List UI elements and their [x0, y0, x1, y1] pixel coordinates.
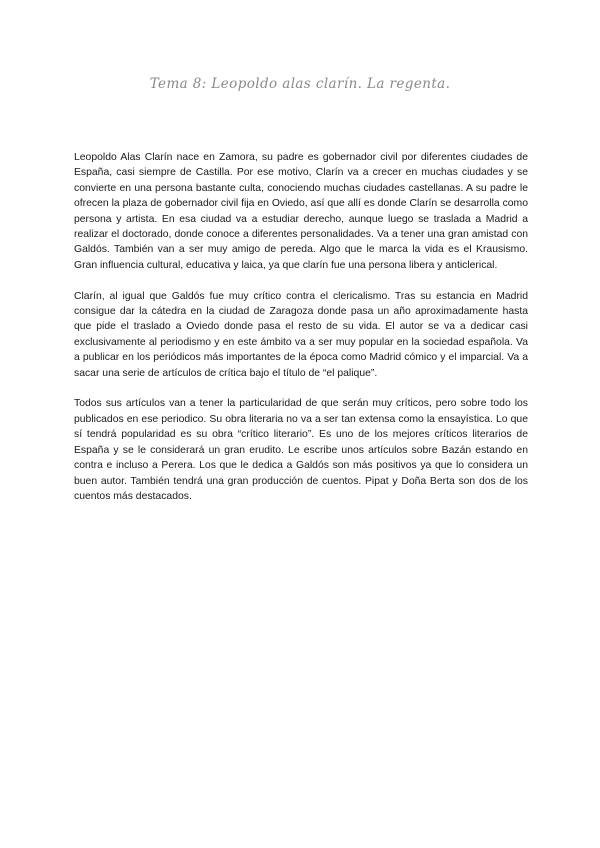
- paragraph-1: Leopoldo Alas Clarín nace en Zamora, su padre es gobernador civil por diferentes ciudades de España, casi siempre de Castilla. Por ese motivo, Clarín va a crecer en muchas ciudades y se convierte en una persona bastante culta, conociendo muchas ciudades castellanas. A su padre le ofrecen la plaza de gobernador civil fija en Oviedo, así que allí es donde Clarín se desarrolla como persona y artista. En esa ciudad va a estudiar derecho, aunque luego se traslada a Madrid a realizar el doctorado, donde conoce a diferentes personalidades. Va a tener una gran amistad con Galdós. También van a ser muy amigo de pereda. Algo que le marca la vida es el Krausismo. Gran influencia cultural, educativa y laica, ya que clarín fue una persona libera y anticlerical.: [74, 152, 528, 271]
- document-body: [74, 150, 528, 520]
- document-title: Tema 8: Leopoldo alas clarín. La regenta.: [149, 76, 451, 92]
- paragraph-2: Clarín, al igual que Galdós fue muy crítico contra el clericalismo. Tras su estancia en Madrid consigue dar la cátedra en la ciudad de Zaragoza donde pasa un año aproximadamente hasta que pide el traslado a Oviedo donde pasa el resto de su vida. El autor se va a dedicar casi exclusivamente al periodismo y en este ámbito va a ser muy popular en la sociedad española. Va a publicar en los periódicos más importantes de la época como Madrid cómico y el imparcial. Va a sacar una serie de artículos de crítica bajo el título de “el palique”.: [74, 290, 528, 379]
- paragraph-3: Todos sus artículos van a tener la particularidad de que serán muy críticos, pero sobre todo los publicados en ese periodico. Su obra literaria no va a ser tan extensa como la ensayística. Lo que sí tendrá popularidad es su obra “crítico literario”. Es uno de los mejores críticos literarios de España y se le considerará un gran erudito. Le escribe unos artículos sobre Bazán estando en contra e incluso a Perera. Los que le dedica a Galdós son más positivos ya que lo considera un buen autor. También tendrá una gran producción de cuentos. Pipat y Doña Berta son dos de los cuentos más destacados.: [74, 398, 528, 502]
